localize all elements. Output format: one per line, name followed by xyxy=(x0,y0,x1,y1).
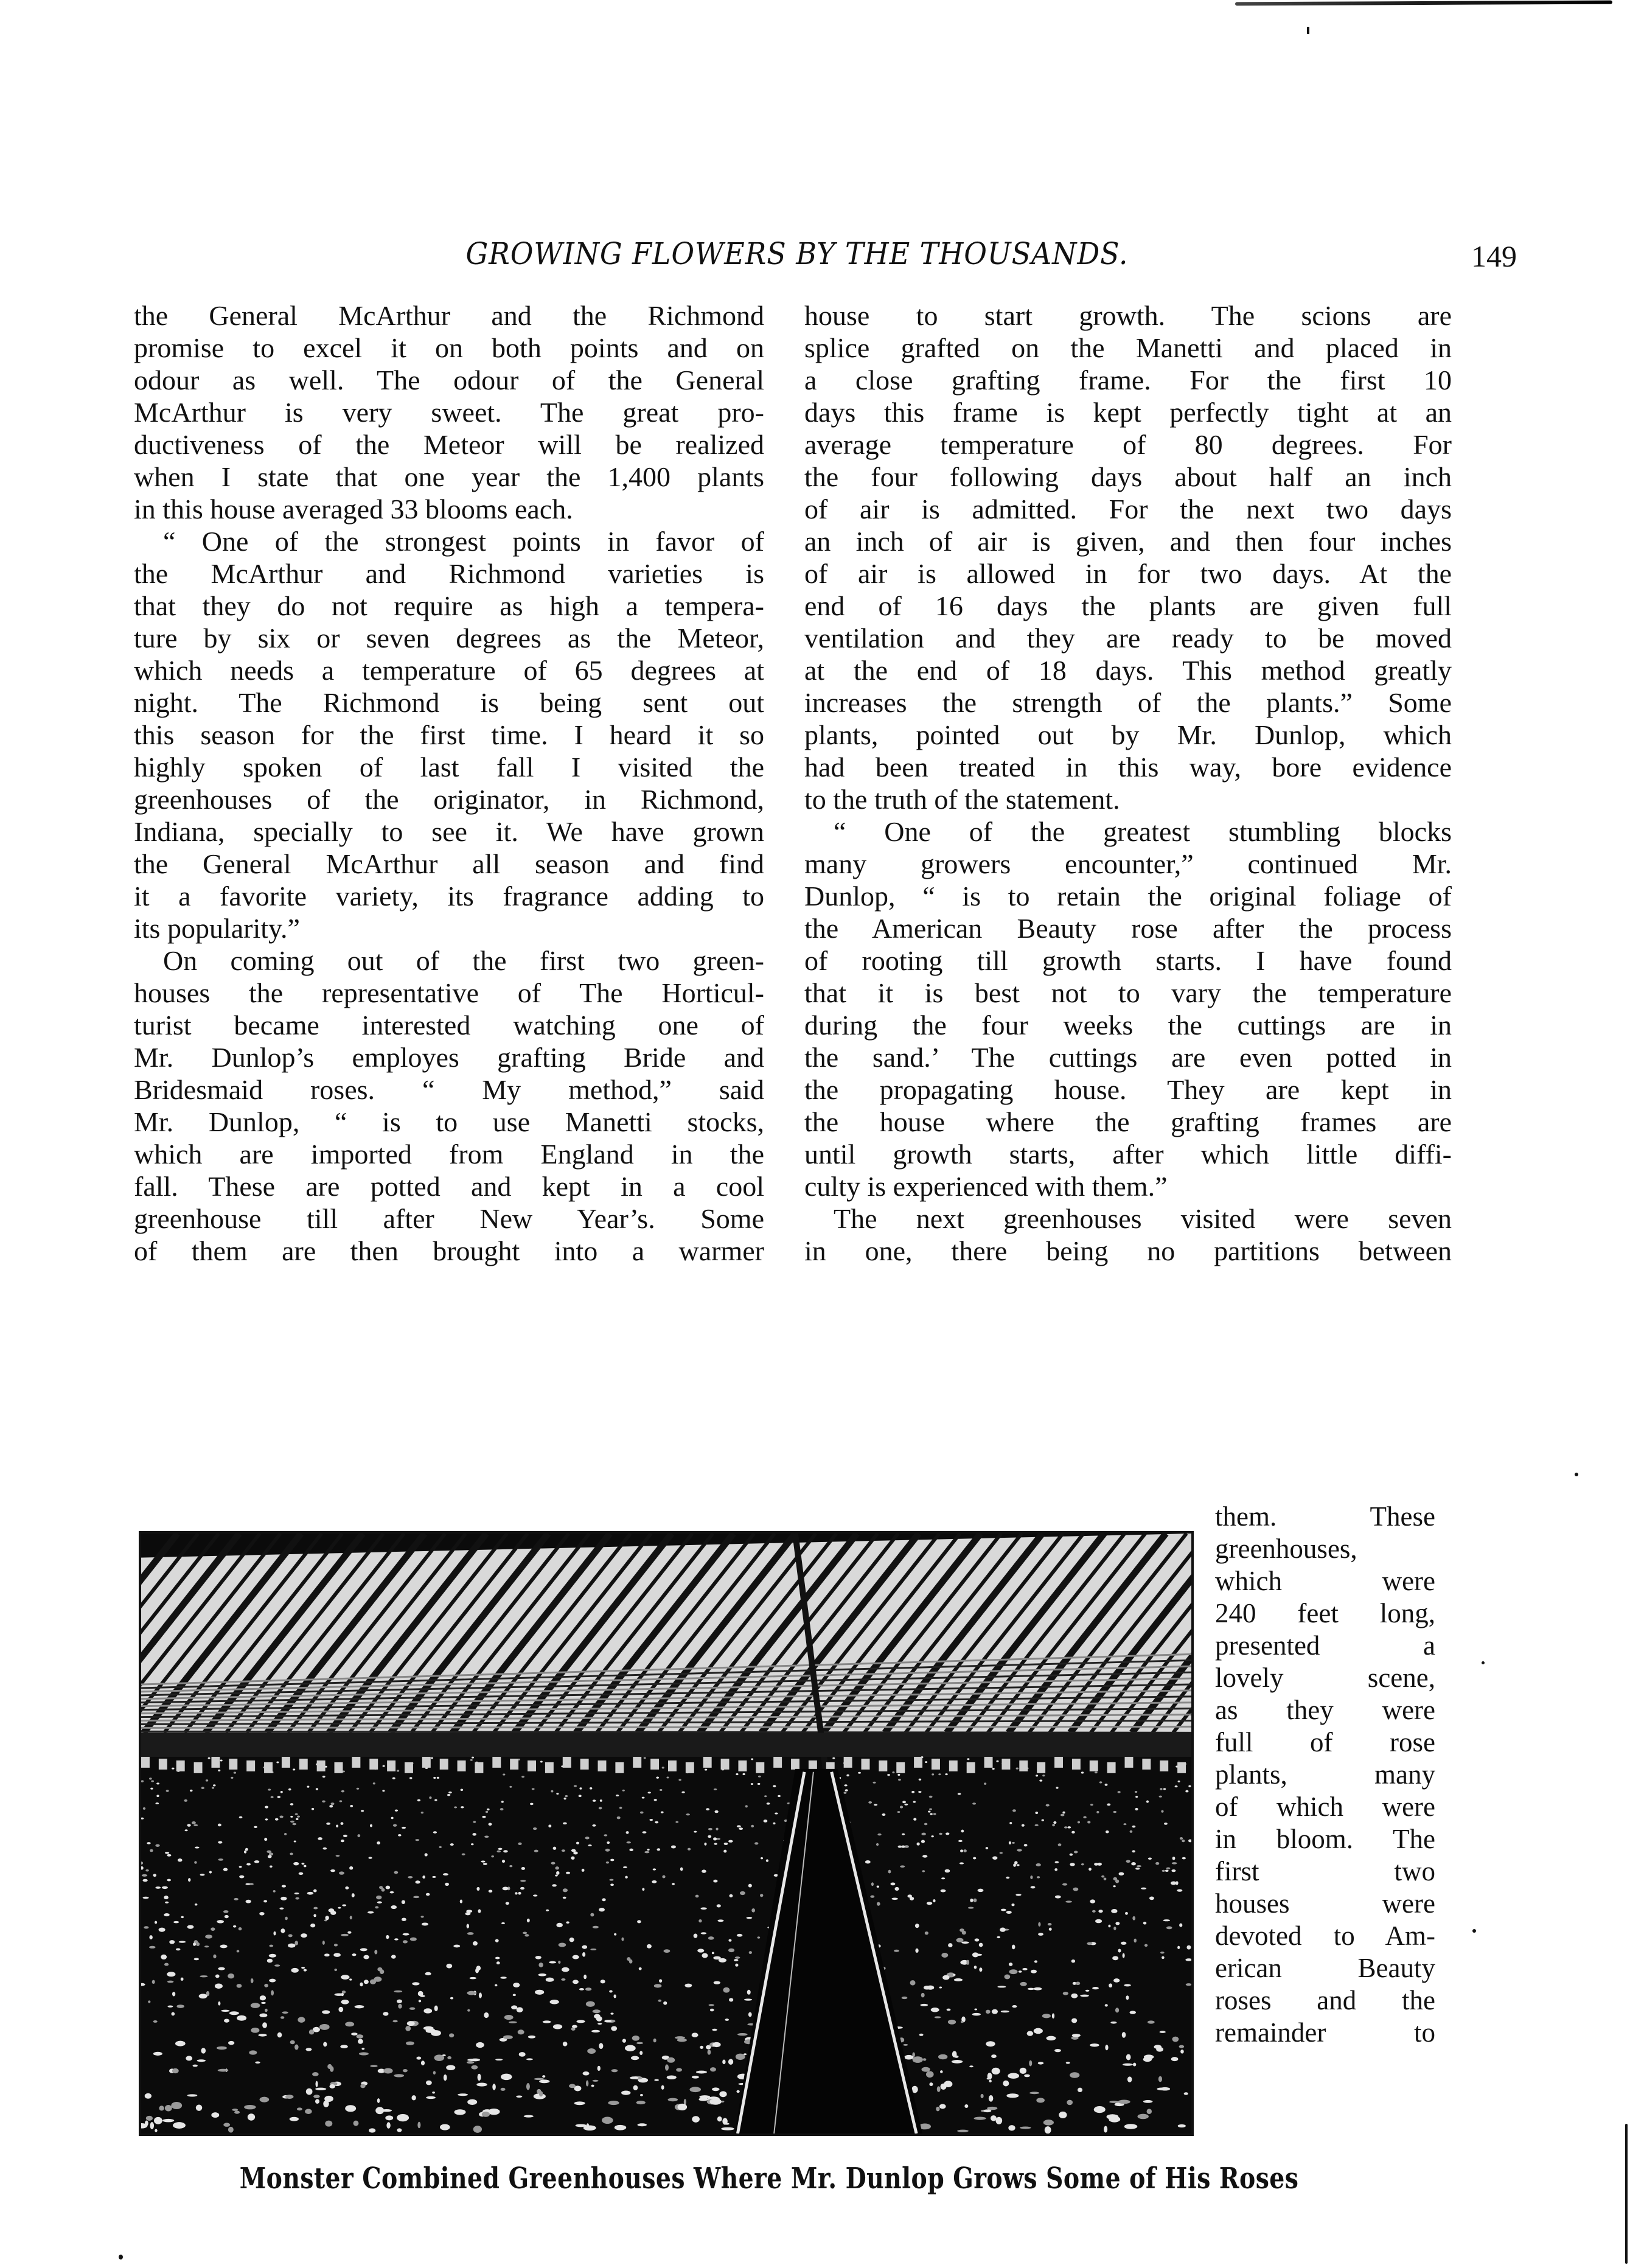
text-line: Mr. Dunlop’s employes grafting Bride and xyxy=(134,1042,764,1073)
figure-caption: Monster Combined Greenhouses Where Mr. Dunlop Grows Some of His Roses xyxy=(239,2162,1299,2196)
text-line: which were xyxy=(1215,1566,1435,1596)
text-line: turist became interested watching one of xyxy=(134,1010,764,1041)
text-line: “ One of the greatest stumbling blocks xyxy=(834,816,1452,847)
text-line: which are imported from England in the xyxy=(134,1139,764,1170)
page-edge-mark xyxy=(1625,2124,1628,2264)
text-line: of them are then brought into a warmer xyxy=(134,1235,764,1266)
running-title: GROWING FLOWERS BY THE THOUSANDS. xyxy=(465,236,1129,271)
greenhouse-photograph xyxy=(139,1531,1194,2136)
page-edge-rule xyxy=(1235,1,1612,6)
text-line: ture by six or seven degrees as the Meteor, xyxy=(134,623,764,654)
text-line: highly spoken of last fall I visited the xyxy=(134,752,764,783)
text-line: when I state that one year the 1,400 plants xyxy=(134,461,764,492)
scan-speck xyxy=(1472,1929,1476,1933)
text-line: until growth starts, after which little diffi- xyxy=(804,1139,1452,1170)
text-line: McArthur is very sweet. The great pro- xyxy=(134,397,764,428)
text-line: in bloom. The xyxy=(1215,1824,1435,1854)
text-line: of which were xyxy=(1215,1792,1435,1822)
text-line: houses were xyxy=(1215,1888,1435,1919)
text-line: of air is allowed in for two days. At the xyxy=(804,558,1452,589)
text-line: in this house averaged 33 blooms each. xyxy=(134,494,573,525)
text-line: odour as well. The odour of the General xyxy=(134,365,764,396)
text-line: the General McArthur and the Richmond xyxy=(134,300,764,331)
text-line: which needs a temperature of 65 degrees at xyxy=(134,655,764,686)
text-line: them. These xyxy=(1215,1501,1435,1532)
text-line: The next greenhouses visited were seven xyxy=(834,1203,1452,1234)
right-text-column xyxy=(804,299,1452,1267)
scan-speck xyxy=(1482,1661,1485,1664)
text-line: it a favorite variety, its fragrance adding to xyxy=(134,881,764,912)
text-line: greenhouses, xyxy=(1215,1534,1357,1564)
text-line: roses and the xyxy=(1215,1985,1435,2015)
text-line: houses the representative of The Horticul- xyxy=(134,977,764,1008)
text-line: culty is experienced with them.” xyxy=(804,1171,1168,1202)
text-line: this season for the first time. I heard it so xyxy=(134,719,764,750)
text-line: the four following days about half an inch xyxy=(804,461,1452,492)
text-line: a close grafting frame. For the first 10 xyxy=(804,365,1452,396)
text-line: “ One of the strongest points in favor of xyxy=(163,526,764,557)
text-line: days this frame is kept perfectly tight at an xyxy=(804,397,1452,428)
text-line: had been treated in this way, bore evidence xyxy=(804,752,1452,783)
text-line: lovely scene, xyxy=(1215,1663,1435,1693)
text-line: night. The Richmond is being sent out xyxy=(134,687,764,718)
text-line: its popularity.” xyxy=(134,913,300,944)
page-number: 149 xyxy=(1471,239,1517,273)
narrow-text-column-beside-photo xyxy=(1215,1501,1435,2049)
text-line: first two xyxy=(1215,1856,1435,1886)
text-line: greenhouses of the originator, in Richmond, xyxy=(134,784,764,815)
text-line: the American Beauty rose after the process xyxy=(804,913,1452,944)
text-line: the propagating house. They are kept in xyxy=(804,1074,1452,1105)
text-line: to the truth of the statement. xyxy=(804,784,1120,815)
text-line: erican Beauty xyxy=(1215,1953,1435,1983)
text-line: Mr. Dunlop, “ is to use Manetti stocks, xyxy=(134,1106,764,1137)
text-line: ductiveness of the Meteor will be realized xyxy=(134,429,764,460)
text-line: increases the strength of the plants.” Some xyxy=(804,687,1452,718)
text-line: promise to excel it on both points and on xyxy=(134,332,764,363)
text-line: full of rose xyxy=(1215,1727,1435,1757)
text-line: that they do not require as high a tempera- xyxy=(134,590,764,621)
text-line: the McArthur and Richmond varieties is xyxy=(134,558,764,589)
text-line: Dunlop, “ is to retain the original foliage of xyxy=(804,881,1452,912)
left-text-column xyxy=(134,299,764,1267)
text-line: plants, many xyxy=(1215,1759,1435,1790)
text-line: an inch of air is given, and then four inches xyxy=(804,526,1452,557)
text-line: many growers encounter,” continued Mr. xyxy=(804,848,1452,879)
text-line: Indiana, specially to see it. We have grown xyxy=(134,816,764,847)
text-line: the sand.’ The cuttings are even potted in xyxy=(804,1042,1452,1073)
text-line: fall. These are potted and kept in a cool xyxy=(134,1171,764,1202)
scan-speck xyxy=(119,2255,123,2259)
text-line: of air is admitted. For the next two days xyxy=(804,494,1452,525)
text-line: of rooting till growth starts. I have found xyxy=(804,945,1452,976)
text-line: during the four weeks the cuttings are in xyxy=(804,1010,1452,1041)
text-line: the house where the grafting frames are xyxy=(804,1106,1452,1137)
text-line: On coming out of the first two green- xyxy=(163,945,764,976)
text-line: end of 16 days the plants are given full xyxy=(804,590,1452,621)
text-line: house to start growth. The scions are xyxy=(804,300,1452,331)
text-line: ventilation and they are ready to be moved xyxy=(804,623,1452,654)
text-line: in one, there being no partitions between xyxy=(804,1235,1452,1266)
scan-speck xyxy=(1307,27,1309,34)
text-line: splice grafted on the Manetti and placed in xyxy=(804,332,1452,363)
text-line: the General McArthur all season and find xyxy=(134,848,764,879)
scan-speck xyxy=(1575,1473,1578,1476)
greenhouse-photo-illustration xyxy=(141,1534,1191,2134)
text-line: at the end of 18 days. This method greatly xyxy=(804,655,1452,686)
text-line: presented a xyxy=(1215,1630,1435,1661)
text-line: as they were xyxy=(1215,1695,1435,1725)
text-line: Bridesmaid roses. “ My method,” said xyxy=(134,1074,764,1105)
text-line: remainder to xyxy=(1215,2017,1435,2048)
text-line: devoted to Am- xyxy=(1215,1921,1435,1951)
text-line: average temperature of 80 degrees. For xyxy=(804,429,1452,460)
text-line: that it is best not to vary the temperature xyxy=(804,977,1452,1008)
text-line: greenhouse till after New Year’s. Some xyxy=(134,1203,764,1234)
text-line: 240 feet long, xyxy=(1215,1598,1435,1628)
text-line: plants, pointed out by Mr. Dunlop, which xyxy=(804,719,1452,750)
